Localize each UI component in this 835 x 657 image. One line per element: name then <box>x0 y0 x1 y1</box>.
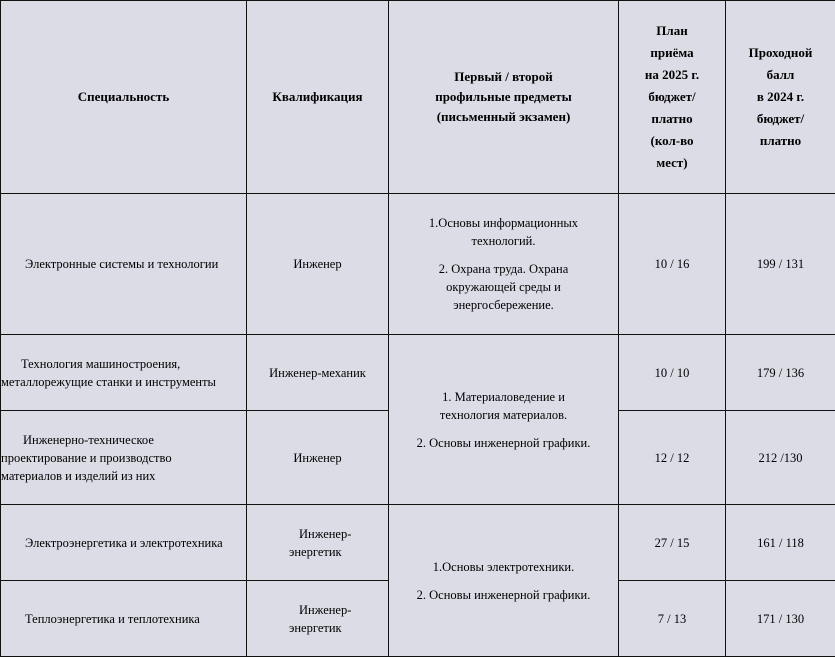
specialty-cell: Инженерно-техническое проектирование и производство материалов и изделий из них <box>1 411 247 505</box>
score-cell: 179 / 136 <box>726 335 835 411</box>
header-subjects: Первый / второй профильные предметы (письменный экзамен) <box>389 1 619 194</box>
plan-cell: 10 / 10 <box>619 335 726 411</box>
subjects-cell: 1.Основы электротехники. 2. Основы инженерной графики. <box>389 505 619 657</box>
header-plan: План приёма на 2025 г. бюджет/ платно (кол-во мест) <box>619 1 726 194</box>
subjects-cell: 1.Основы информационных технологий. 2. Охрана труда. Охрана окружающей среды и энергосбережение. <box>389 194 619 335</box>
specialty-cell: Теплоэнергетика и теплотехника <box>1 581 247 657</box>
specialty-cell: Электроэнергетика и электротехника <box>1 505 247 581</box>
specialty-cell: Технология машиностроения, металлорежущие станки и инструменты <box>1 335 247 411</box>
table-row <box>1 505 835 581</box>
qualification-cell: Инженер-механик <box>247 335 389 411</box>
header-row <box>1 1 835 194</box>
subjects-cell: 1. Материаловедение и технология материалов. 2. Основы инженерной графики. <box>389 335 619 505</box>
table-row <box>1 194 835 335</box>
specialty-cell: Электронные системы и технологии <box>1 194 247 335</box>
score-cell: 171 / 130 <box>726 581 835 657</box>
plan-cell: 7 / 13 <box>619 581 726 657</box>
qualification-cell: Инженер- энергетик <box>247 581 389 657</box>
score-cell: 161 / 118 <box>726 505 835 581</box>
header-score: Проходной балл в 2024 г. бюджет/ платно <box>726 1 835 194</box>
score-cell: 199 / 131 <box>726 194 835 335</box>
score-cell: 212 /130 <box>726 411 835 505</box>
qualification-cell: Инженер <box>247 411 389 505</box>
header-qualification: Квалификация <box>247 1 389 194</box>
header-specialty: Специальность <box>1 1 247 194</box>
plan-cell: 27 / 15 <box>619 505 726 581</box>
plan-cell: 12 / 12 <box>619 411 726 505</box>
qualification-cell: Инженер <box>247 194 389 335</box>
plan-cell: 10 / 16 <box>619 194 726 335</box>
qualification-cell: Инженер- энергетик <box>247 505 389 581</box>
table-row <box>1 335 835 411</box>
